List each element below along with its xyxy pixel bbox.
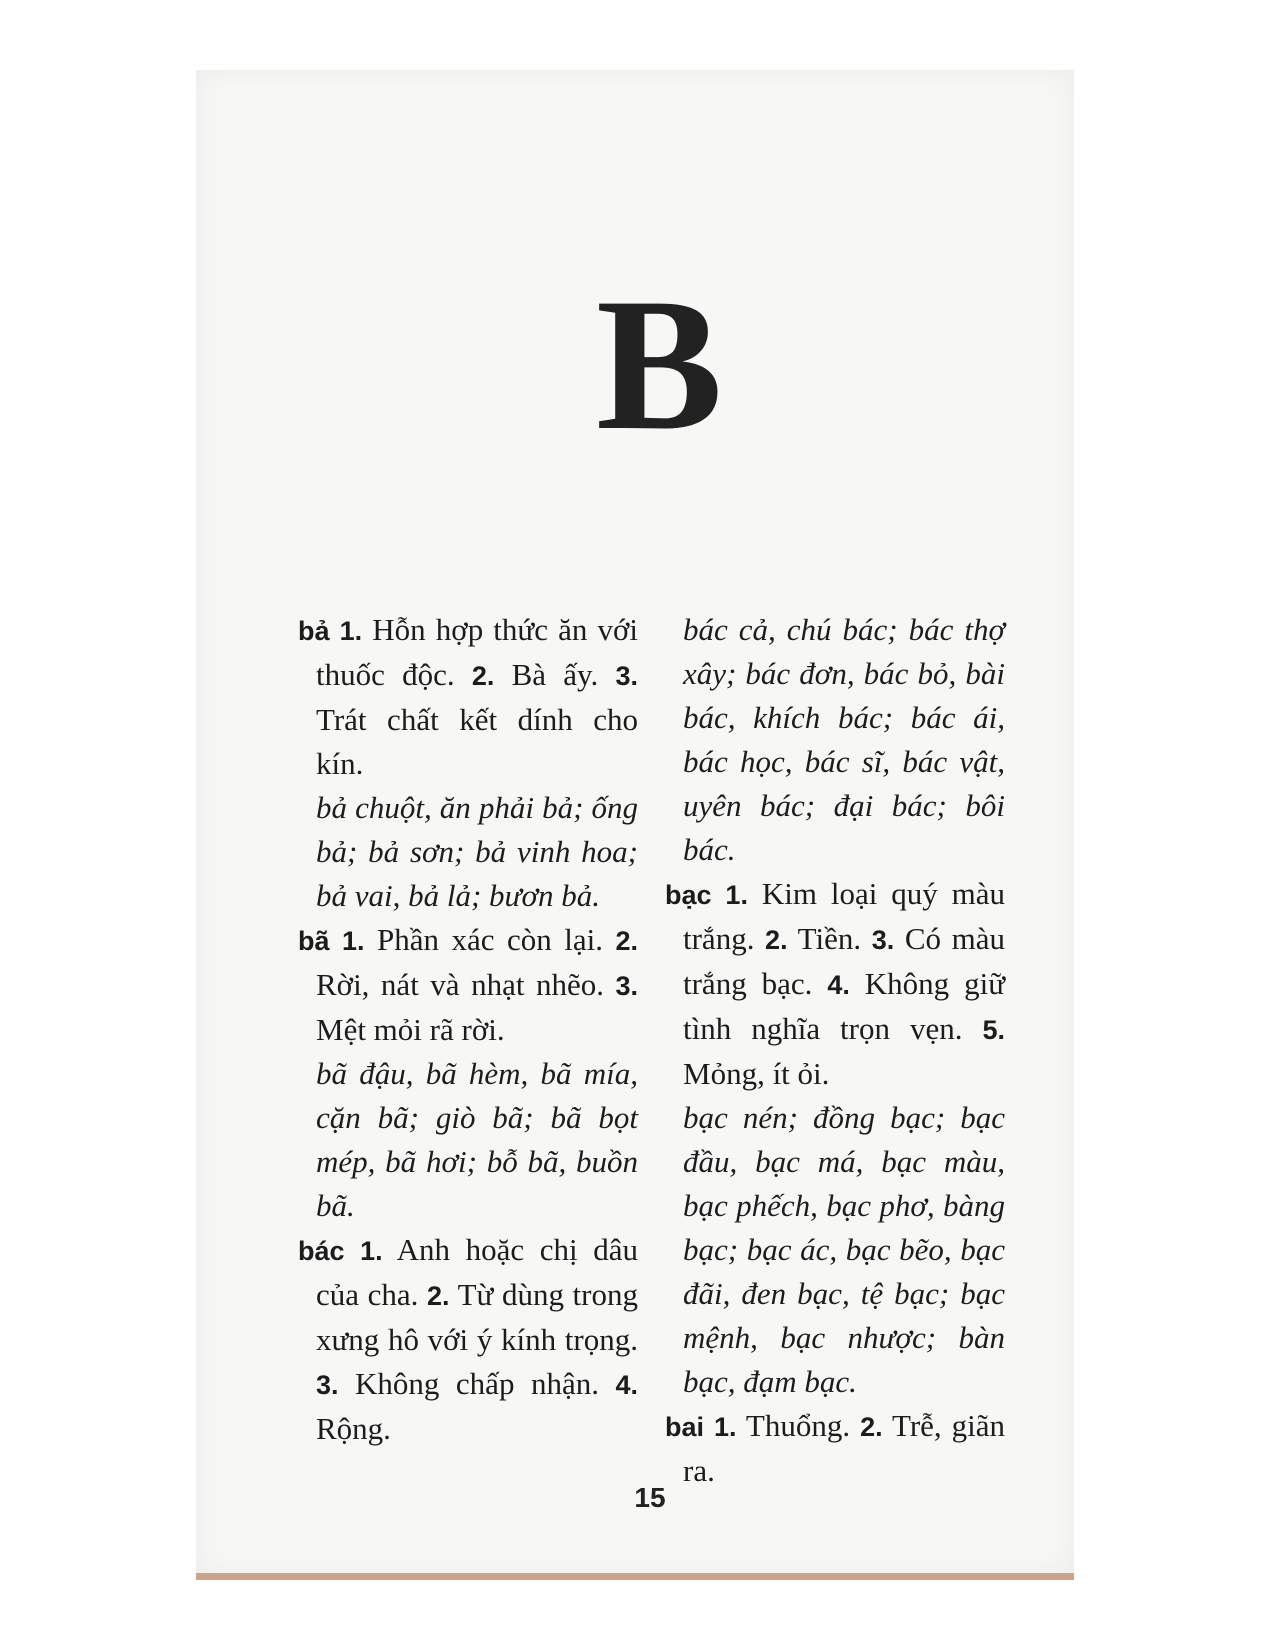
entry-bac-nang [665,872,1005,1404]
entry-bac-sac-continued [665,608,1005,872]
sense-number: 4. [615,1370,638,1400]
sense-number: 1. [342,926,365,956]
sense-number: 1. [713,1412,737,1442]
entry-bac-sac [298,1228,638,1451]
sense-number: 4. [827,970,850,1000]
entry-definition [298,918,638,1052]
sense-number: 3. [615,971,638,1001]
sense-text: Có màu trắng bạc. [683,921,1005,1001]
sense-number: 2. [471,661,495,691]
left-column [298,608,638,1451]
sense-text: Không chấp nhận. [338,1366,616,1401]
entry-ba-hoi [298,608,638,918]
sense-number: 1. [339,616,363,646]
sense-number: 3. [871,925,895,955]
sense-text: Trát chất kết dính cho kín. [316,702,638,781]
sense-text: Không giữ tình nghĩa trọn vẹn. [683,966,1005,1046]
headword: bã [298,926,330,956]
sense-number: 3. [615,661,638,691]
sense-number: 2. [860,1412,883,1442]
entry-bai [665,1404,1005,1493]
sense-text: Hỗn hợp thức ăn với thuốc độc. [316,612,638,692]
sense-number: 5. [982,1015,1005,1045]
page-edge [196,1573,1074,1580]
sense-number: 1. [725,880,748,910]
sense-text: Rộng. [316,1411,391,1446]
entry-definition [665,1404,1005,1493]
entry-definition [665,872,1005,1096]
entry-ba-nga [298,918,638,1228]
sense-number: 2. [427,1281,450,1311]
entry-examples: bã đậu, bã hèm, bã mía, cặn bã; giò bã; bã bọt mép, bã hơi; bỗ bã, buồn bã. [316,1056,638,1223]
sense-text: Mệt mỏi rã rời. [316,1012,505,1047]
sense-text: Kim loại quý màu trắng. [683,876,1005,956]
sense-text: Bà ấy. [494,657,616,692]
sense-text: Tiền. [787,921,872,956]
entry-definition [298,608,638,786]
headword: bả [298,616,330,646]
headword: bác [298,1236,345,1266]
entry-examples: bác cả, chú bác; bác thợ xây; bác đơn, bác bỏ, bài bác, khích bác; bác ái, bác học, bác sĩ, bác vật, uyên bác; đại bác; bôi bác. [683,612,1005,867]
sense-text: Phần xác còn lại. [364,922,616,957]
entry-examples: bạc nén; đồng bạc; bạc đầu, bạc má, bạc màu, bạc phếch, bạc phơ, bàng bạc; bạc ác, bạc bẽo, bạc đãi, đen bạc, tệ bạc; bạc mệnh, bạc nhược; bàn bạc, đạm bạc. [683,1100,1005,1399]
entry-examples: bả chuột, ăn phải bả; ống bả; bả sơn; bả vinh hoa; bả vai, bả lả; bươn bả. [316,790,638,913]
section-letter: B [596,260,723,470]
sense-text: Từ dùng trong xưng hô với ý kính trọng. [316,1277,638,1357]
headword: bai [665,1412,705,1442]
sense-number: 3. [316,1370,339,1400]
right-column [665,608,1005,1493]
sense-number: 2. [615,926,638,956]
sense-number: 1. [360,1236,383,1266]
sense-text: Thuổng. [736,1408,861,1443]
sense-text: Trễ, giãn ra. [683,1408,1005,1488]
headword: bạc [665,880,712,910]
sense-text: Rời, nát và nhạt nhẽo. [316,967,616,1002]
page-number: 15 [634,1482,666,1513]
entry-definition [298,1228,638,1451]
sense-text: Anh hoặc chị dâu của cha. [316,1232,639,1312]
sense-number: 2. [765,925,788,955]
sense-text: Mỏng, ít ỏi. [683,1056,830,1091]
